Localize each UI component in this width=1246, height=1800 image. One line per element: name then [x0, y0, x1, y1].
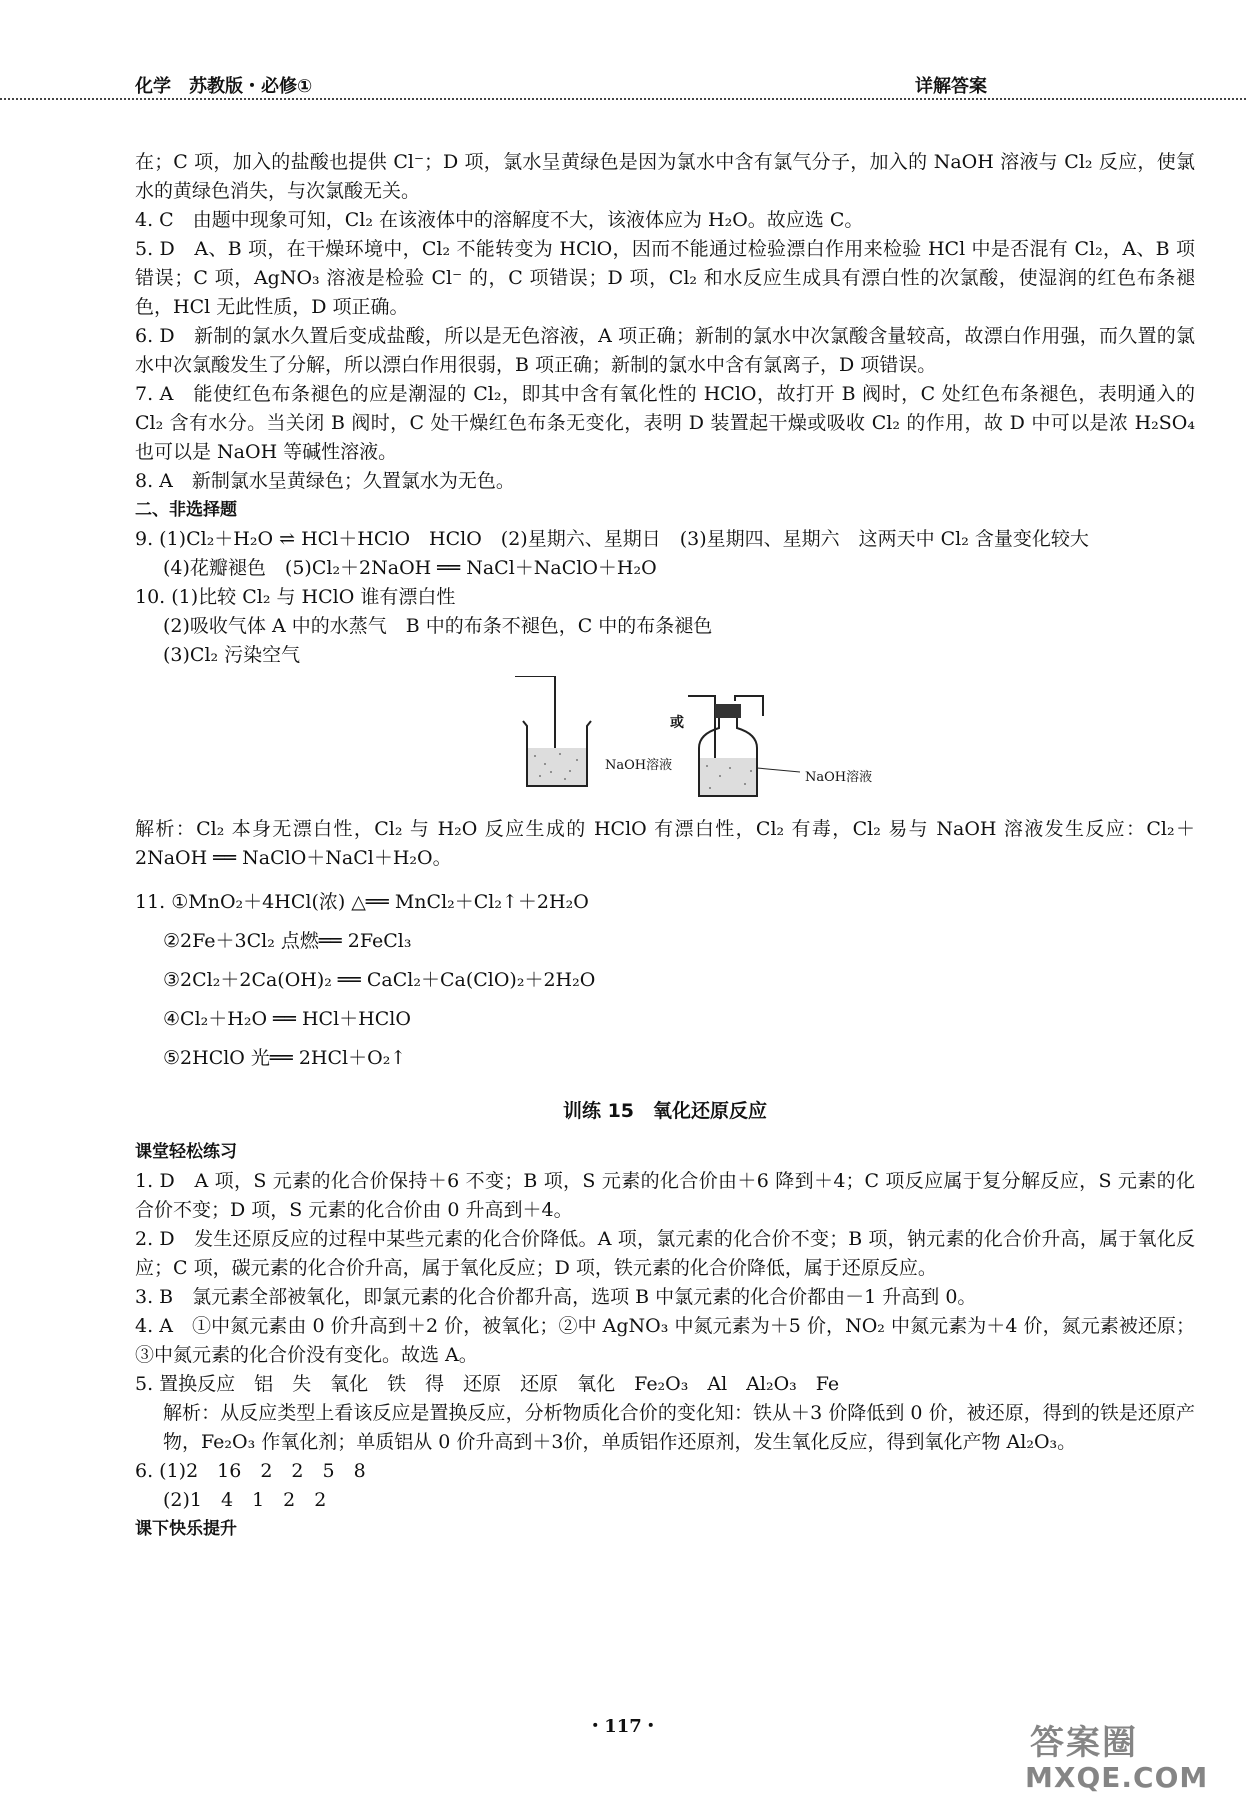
analysis-10: 解析：Cl₂ 本身无漂白性，Cl₂ 与 H₂O 反应生成的 HClO 有漂白性，Cl₂ 有毒，Cl₂ 易与 NaOH 溶液发生反应：Cl₂＋2NaOH ══ NaClO＋NaCl＋H₂O。 — [135, 818, 1195, 869]
classroom-heading: 课堂轻松练习 — [135, 1142, 237, 1162]
t15-answer-1: 1. D A 项，S 元素的化合价保持＋6 不变；B 项，S 元素的化合价由＋6 降到＋4；C 项反应属于复分解反应，S 元素的化合价不变；D 项，S 元素的化合价由 0 升高到＋4。 — [135, 1170, 1195, 1221]
page-header — [135, 72, 1155, 100]
figure-label-2: NaOH溶液 — [805, 770, 873, 785]
answer-6: 6. D 新制的氯水久置后变成盐酸，所以是无色溶液，A 项正确；新制的氯水中次氯酸含量较高，故漂白作用强，而久置的氯水中次氯酸发生了分解，所以漂白作用很弱，B 项正确；新制的氯水中含有氯离子，D 项错误。 — [135, 325, 1195, 376]
figure-label-1: NaOH溶液 — [605, 758, 673, 773]
text-line: 在；C 项，加入的盐酸也提供 Cl⁻；D 项，氯水呈黄绿色是因为氯水中含有氯气分子，加入的 NaOH 溶液与 Cl₂ 反应，使氯水的黄绿色消失，与次氯酸无关。 — [135, 151, 1195, 202]
analysis-5: 解析：从反应类型上看该反应是置换反应，分析物质化合价的变化知：铁从＋3 价降低到 0 价，被还原，得到的铁是还原产物，Fe₂O₃ 作氧化剂；单质铝从 0 价升高到＋3价，单质铝作还原剂，发生氧化反应，得到氧化产物 Al₂O₃。 — [163, 1402, 1195, 1453]
t15-answer-6-1: 6. (1)2 16 2 2 5 8 — [135, 1460, 366, 1482]
t15-answer-2: 2. D 发生还原反应的过程中某些元素的化合价降低。A 项，氯元素的化合价不变；B 项，钠元素的化合价升高，属于氧化反应；C 项，碳元素的化合价升高，属于氧化反应；D 项，铁元素的化合价降低，属于还原反应。 — [135, 1228, 1195, 1279]
watermark-line2: MXQE.COM — [1025, 1761, 1209, 1794]
bottle-solution — [700, 758, 756, 795]
answer-10-line1: 10. (1)比较 Cl₂ 与 HClO 谁有漂白性 — [135, 586, 456, 608]
answer-9-line1: 9. (1)Cl₂＋H₂O ⇌ HCl＋HClO HClO (2)星期六、星期日 (3)星期四、星期六 这两天中 Cl₂ 含量变化较大 — [135, 528, 1089, 550]
page-number: ・117・ — [586, 1716, 660, 1737]
section-title: 训练 15 氧化还原反应 — [562, 1100, 768, 1122]
answer-8: 8. A 新制氯水呈黄绿色；久置氯水为无色。 — [135, 470, 515, 492]
beaker-solution — [528, 748, 586, 785]
answer-9-line2: (4)花瓣褪色 (5)Cl₂＋2NaOH ══ NaCl＋NaClO＋H₂O — [163, 557, 657, 579]
answer-10-line3: (3)Cl₂ 污染空气 — [163, 644, 301, 666]
answer-11-eq5: ⑤2HClO 光══ 2HCl＋O₂↑ — [163, 1047, 407, 1069]
apparatus-figure — [135, 676, 1195, 811]
answer-10-line2: (2)吸收气体 A 中的水蒸气 B 中的布条不褪色，C 中的布条褪色 — [163, 615, 713, 637]
answer-11-eq2: ②2Fe＋3Cl₂ 点燃══ 2FeCl₃ — [163, 930, 412, 952]
watermark-line1: 答案圈 — [1030, 1723, 1138, 1763]
t15-answer-3: 3. B 氯元素全部被氧化，即氯元素的化合价都升高，选项 B 中氯元素的化合价都由－1 升高到 0。 — [135, 1286, 977, 1308]
t15-answer-6-2: (2)1 4 1 2 2 — [163, 1489, 327, 1511]
answer-4: 4. C 由题中现象可知，Cl₂ 在该液体中的溶解度不大，该液体应为 H₂O。故应选 C。 — [135, 209, 864, 231]
t15-answer-5: 5. 置换反应 铝 失 氧化 铁 得 还原 还原 氧化 Fe₂O₃ Al Al₂O₃ Fe — [135, 1373, 840, 1395]
watermark-logo — [1015, 1715, 1225, 1795]
answer-11-eq4: ④Cl₂＋H₂O ══ HCl＋HClO — [163, 1008, 411, 1030]
page-content — [135, 148, 1195, 1544]
answer-11-eq3: ③2Cl₂＋2Ca(OH)₂ ══ CaCl₂＋Ca(ClO)₂＋2H₂O — [163, 969, 596, 991]
figure-or-label: 或 — [670, 715, 684, 731]
answer-5: 5. D A、B 项，在干燥环境中，Cl₂ 不能转变为 HClO，因而不能通过检验漂白作用来检验 HCl 中是否混有 Cl₂，A、B 项错误；C 项，AgNO₃ 溶液是检验 Cl⁻ 的，C 项错误；D 项，Cl₂ 和水反应生成具有漂白性的次氯酸，使湿润的红色布条褪色，HCl 无此性质，D 项正确。 — [135, 238, 1195, 318]
header-left: 化学 苏教版・必修① — [135, 76, 313, 97]
stopper — [715, 704, 741, 718]
answer-7: 7. A 能使红色布条褪色的应是潮湿的 Cl₂，即其中含有氧化性的 HClO，故打开 B 阀时，C 处红色布条褪色，表明通入的 Cl₂ 含有水分。当关闭 B 阀时，C 处干燥红色布条无变化，表明 D 装置起干燥或吸收 Cl₂ 的作用，故 D 中可以是浓 H₂SO₄ 也可以是 NaOH 等碱性溶液。 — [135, 383, 1195, 463]
apparatus-drawing — [515, 676, 875, 806]
header-right: 详解答案 — [915, 76, 987, 97]
header-divider — [0, 98, 1246, 100]
after-class-heading: 课下快乐提升 — [135, 1519, 237, 1539]
answer-11-eq1: 11. ①MnO₂＋4HCl(浓) △══ MnCl₂＋Cl₂↑＋2H₂O — [135, 891, 589, 913]
section-heading-nonchoice: 二、非选择题 — [135, 500, 237, 520]
t15-answer-4: 4. A ①中氮元素由 0 价升高到＋2 价，被氧化；②中 AgNO₃ 中氮元素为＋5 价，NO₂ 中氮元素为＋4 价，氮元素被还原；③中氮元素的化合价没有变化。故选 A。 — [135, 1315, 1195, 1366]
